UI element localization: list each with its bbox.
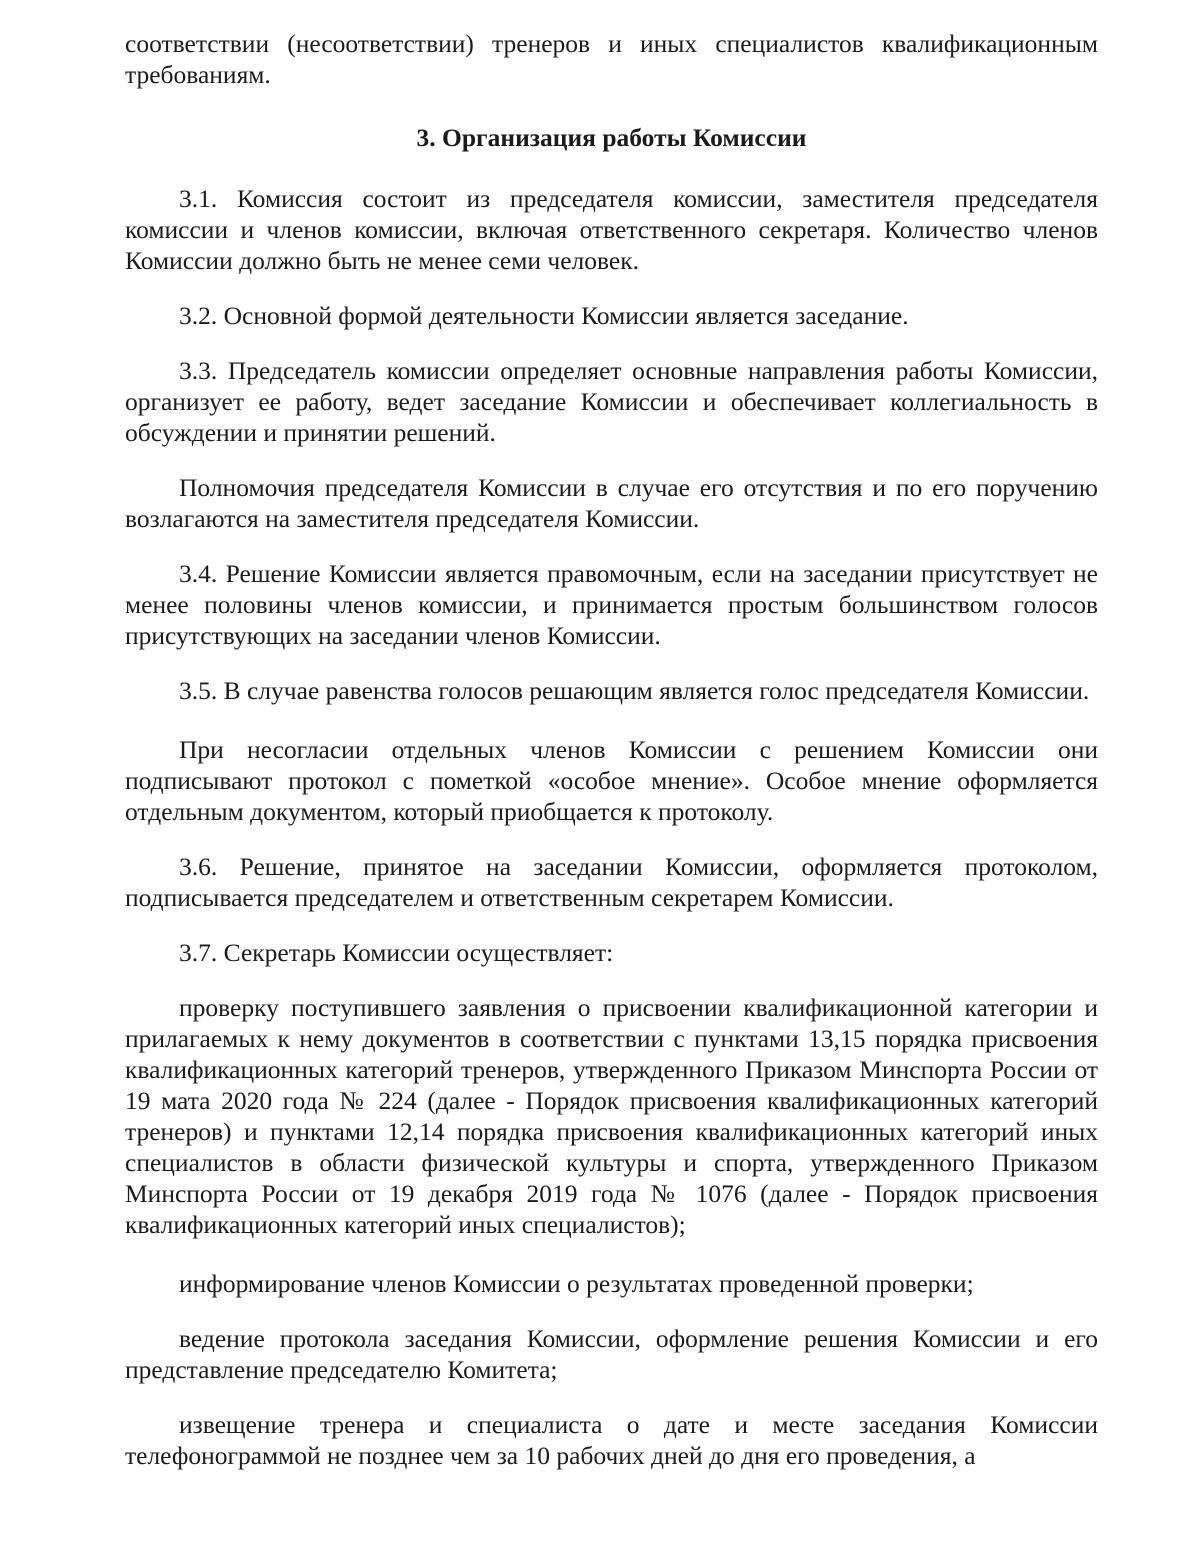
paragraph-3-1: 3.1. Комиссия состоит из председателя комиссии, заместителя председателя комиссии и членов комиссии, включая ответственного секретаря. Количество членов Комиссии должно быть не менее семи человек. (125, 184, 1098, 275)
paragraph-3-5: 3.5. В случае равенства голосов решающим является голос председателя Комиссии. (179, 676, 1090, 705)
paragraph-minutes: ведение протокола заседания Комиссии, оформление решения Комиссии и его представление председателю Комитета; (125, 1324, 1098, 1384)
continuation-paragraph: соответствии (несоответствии) тренеров и иных специалистов квалификационным требованиям. (125, 29, 1098, 89)
paragraph-informing: информирование членов Комиссии о результатах проведенной проверки; (179, 1269, 974, 1298)
paragraph-3-2: 3.2. Основной формой деятельности Комиссии является заседание. (179, 301, 909, 330)
paragraph-dissent: При несогласии отдельных членов Комиссии с решением Комиссии они подписывают протокол с пометкой «особое мнение». Особое мнение оформляется отдельным документом, который приобщается к протоколу. (125, 735, 1098, 826)
paragraph-notification: извещение тренера и специалиста о дате и месте заседания Комиссии телефонограммой не позднее чем за 10 рабочих дней до дня его проведения, а (125, 1410, 1098, 1470)
document-page (125, 28, 1098, 1471)
paragraph-verification: проверку поступившего заявления о присвоении квалификационной категории и прилагаемых к нему документов в соответствии с пунктами 13,15 порядка присвоения квалификационных категорий тренеров, утвержденного Приказом Минспорта России от 19 мата 2020 года № 224 (далее - Порядок присвоения квалификационных категорий тренеров) и пунктами 12,14 порядка присвоения квалификационных категорий иных специалистов в области физической культуры и спорта, утвержденного Приказом Минспорта России от 19 декабря 2019 года № 1076 (далее - Порядок присвоения квалификационных категорий иных специалистов); (125, 993, 1098, 1239)
paragraph-3-3: 3.3. Председатель комиссии определяет основные направления работы Комиссии, организует ее работу, ведет заседание Комиссии и обеспечивает коллегиальность в обсуждении и принятии решений. (125, 356, 1098, 447)
paragraph-3-7: 3.7. Секретарь Комиссии осуществляет: (179, 938, 614, 967)
section-heading: 3. Организация работы Комиссии (416, 123, 807, 152)
paragraph-3-6: 3.6. Решение, принятое на заседании Комиссии, оформляется протоколом, подписывается председателем и ответственным секретарем Комиссии. (125, 852, 1098, 912)
paragraph-deputy-powers: Полномочия председателя Комиссии в случае его отсутствия и по его поручению возлагаются на заместителя председателя Комиссии. (125, 473, 1098, 533)
paragraph-3-4: 3.4. Решение Комиссии является правомочным, если на заседании присутствует не менее половины членов комиссии, и принимается простым большинством голосов присутствующих на заседании членов Комиссии. (125, 559, 1098, 650)
